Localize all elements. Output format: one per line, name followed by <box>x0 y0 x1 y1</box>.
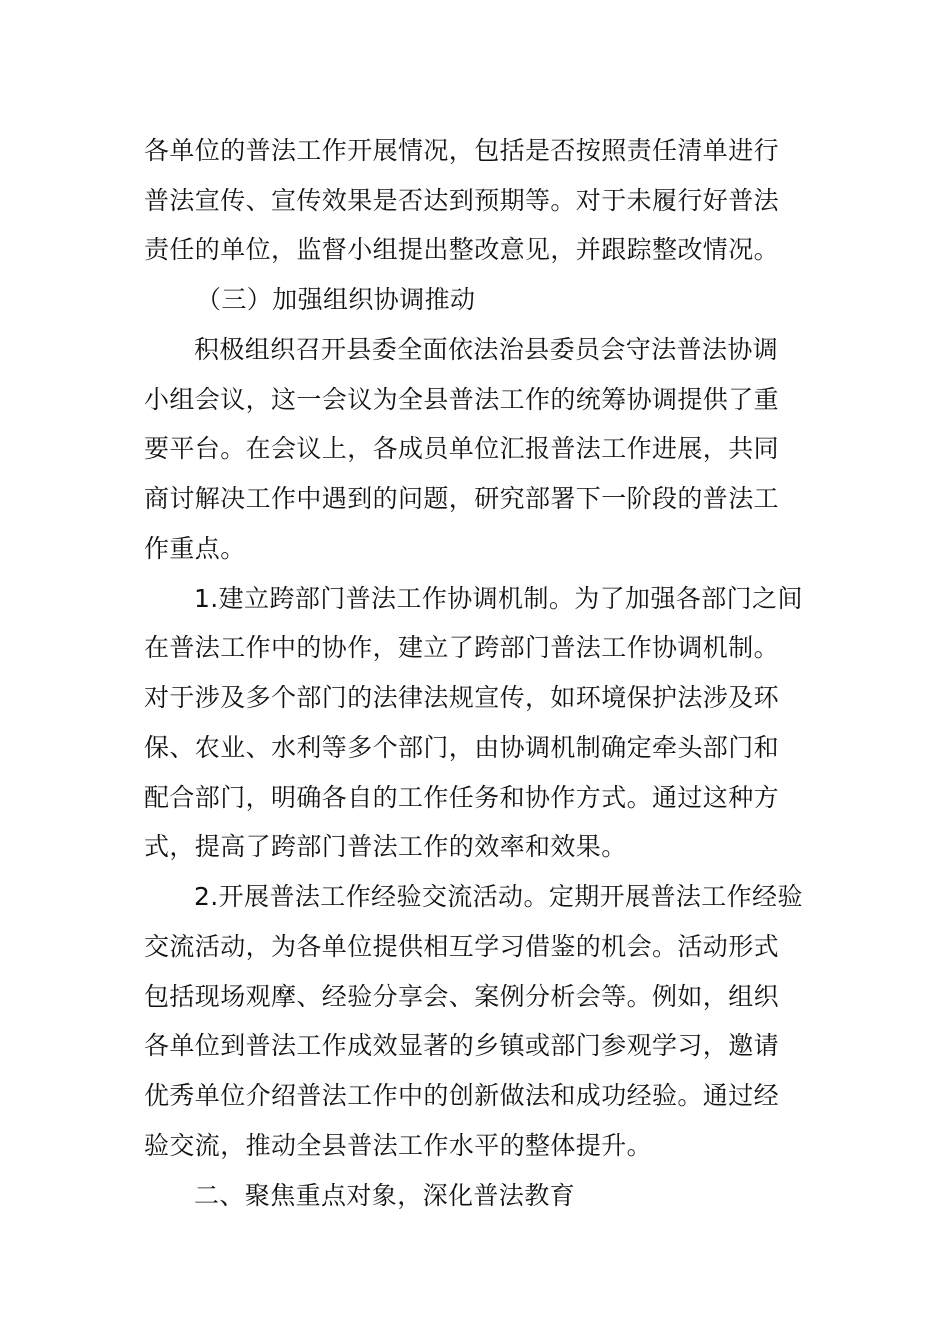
paragraph-line: 式，提高了跨部门普法工作的效率和效果。 <box>144 832 627 861</box>
paragraph-line: 包括现场观摩、经验分享会、案例分析会等。例如，组织 <box>144 982 780 1011</box>
paragraph-line: 交流活动，为各单位提供相互学习借鉴的机会。活动形式 <box>144 932 780 961</box>
paragraph-line: 作重点。 <box>144 534 246 563</box>
paragraph-line: 保、农业、水利等多个部门，由协调机制确定牵头部门和 <box>144 733 780 762</box>
paragraph-line: 各单位的普法工作开展情况，包括是否按照责任清单进行 <box>144 136 780 165</box>
paragraph-line: 验交流，推动全县普法工作水平的整体提升。 <box>144 1131 653 1160</box>
paragraph-line: 要平台。在会议上，各成员单位汇报普法工作进展，共同 <box>144 434 780 463</box>
paragraph-line: 商讨解决工作中遇到的问题，研究部署下一阶段的普法工 <box>144 484 780 513</box>
paragraph-line: 各单位到普法工作成效显著的乡镇或部门参观学习，邀请 <box>144 1031 780 1060</box>
paragraph-line: 对于涉及多个部门的法律法规宣传，如环境保护法涉及环 <box>144 683 780 712</box>
paragraph-line: 普法宣传、宣传效果是否达到预期等。对于未履行好普法 <box>144 186 780 215</box>
paragraph-line: 责任的单位，监督小组提出整改意见，并跟踪整改情况。 <box>144 235 780 264</box>
list-item-line: 2.开展普法工作经验交流活动。定期开展普法工作经验 <box>194 882 803 911</box>
paragraph-line: 小组会议，这一会议为全县普法工作的统筹协调提供了重 <box>144 385 780 414</box>
section-heading: 二、聚焦重点对象，深化普法教育 <box>194 1181 576 1210</box>
section-heading: （三）加强组织协调推动 <box>196 285 476 314</box>
list-item-line: 1.建立跨部门普法工作协调机制。为了加强各部门之间 <box>194 584 803 613</box>
paragraph-line: 优秀单位介绍普法工作中的创新做法和成功经验。通过经 <box>144 1081 780 1110</box>
paragraph-line: 配合部门，明确各自的工作任务和协作方式。通过这种方 <box>144 783 780 812</box>
paragraph-line: 在普法工作中的协作，建立了跨部门普法工作协调机制。 <box>144 633 780 662</box>
paragraph-line: 积极组织召开县委全面依法治县委员会守法普法协调 <box>194 335 779 364</box>
